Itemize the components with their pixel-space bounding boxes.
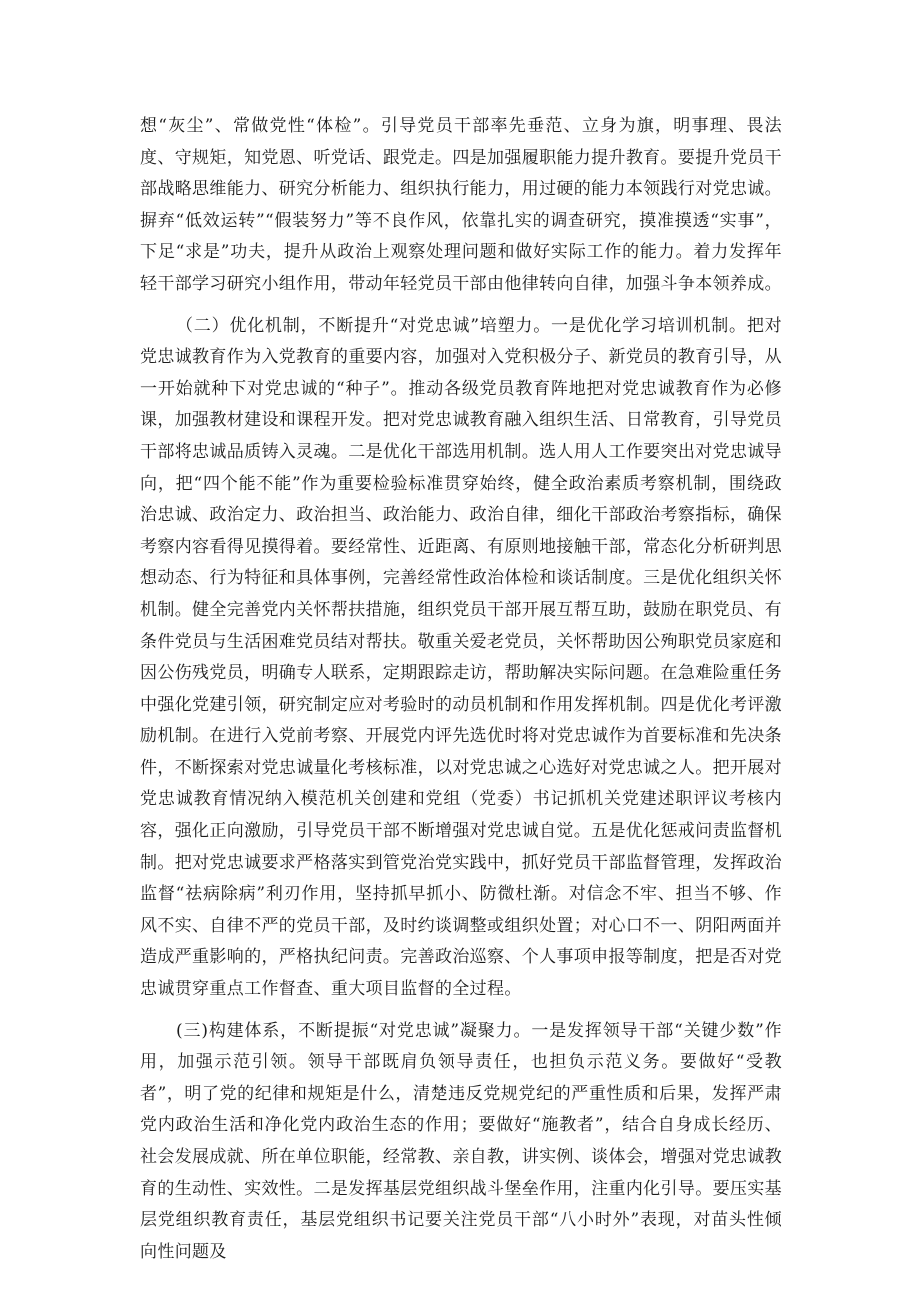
document-body [140, 111, 782, 1268]
paragraph-section-three: (三)构建体系，不断提振“对党忠诚”凝聚力。一是发挥领导干部“关键少数”作用，加强示范引领。领导干部既肩负领导责任，也担负示范义务。要做好“受教者”，明了党的纪律和规矩是什么，清楚违反党规党纪的严重性质和后果，发挥严肃党内政治生活和净化党内政治生态的作用；要做好“施教者”，结合自身成长经历、社会发展成就、所在单位职能，经常教、亲自教，讲实例、谈体会，增强对党忠诚教育的生动性、实效性。二是发挥基层党组织战斗堡垒作用，注重内化引导。要压实基层党组织教育责任，基层党组织书记要关注党员干部“八小时外”表现，对苗头性倾向性问题及 [140, 1020, 782, 1262]
paragraph-continuation: 想“灰尘”、常做党性“体检”。引导党员干部率先垂范、立身为旗，明事理、畏法度、守规矩，知党恩、听党话、跟党走。四是加强履职能力提升教育。要提升党员干部战略思维能力、研究分析能力、组织执行能力，用过硬的能力本领践行对党忠诚。摒弃“低效运转”“假装努力”等不良作风，依靠扎实的调查研究，摸准摸透“实事”，下足“求是”功夫，提升从政治上观察处理问题和做好实际工作的能力。着力发挥年轻干部学习研究小组作用，带动年轻党员干部由他律转向自律，加强斗争本领养成。 [140, 116, 782, 294]
paragraph-section-two: （二）优化机制，不断提升“对党忠诚”培塑力。一是优化学习培训机制。把对党忠诚教育作为入党教育的重要内容，加强对入党积极分子、新党员的教育引导，从一开始就种下对党忠诚的“种子”。推动各级党员教育阵地把对党忠诚教育作为必修课，加强教材建设和课程开发。把对党忠诚教育融入组织生活、日常教育，引导党员干部将忠诚品质铸入灵魂。二是优化干部选用机制。选人用人工作要突出对党忠诚导向，把“四个能不能”作为重要检验标准贯穿始终，健全政治素质考察机制，围绕政治忠诚、政治定力、政治担当、政治能力、政治自律，细化干部政治考察指标，确保考察内容看得见摸得着。要经常性、近距离、有原则地接触干部，常态化分析研判思想动态、行为特征和具体事例，完善经常性政治体检和谈话制度。三是优化组织关怀机制。健全完善党内关怀帮扶措施，组织党员干部开展互帮互助，鼓励在职党员、有条件党员与生活困难党员结对帮扶。敬重关爱老党员，关怀帮助因公殉职党员家庭和因公伤残党员，明确专人联系，定期跟踪走访，帮助解决实际问题。在急难险重任务中强化党建引领，研究制定应对考验时的动员机制和作用发挥机制。四是优化考评激励机制。在进行入党前考察、开展党内评先选优时将对党忠诚作为首要标准和先决条件，不断探索对党忠诚量化考核标准，以对党忠诚之心选好对党忠诚之人。把开展对党忠诚教育情况纳入模范机关创建和党组（党委）书记抓机关党建述职评议考核内容，强化正向激励，引导党员干部不断增强对党忠诚自觉。五是优化惩戒问责监督机制。把对党忠诚要求严格落实到管党治党实践中，抓好党员干部监督管理，发挥政治监督“祛病除病”利刃作用，坚持抓早抓小、防微杜渐。对信念不牢、担当不够、作风不实、自律不严的党员干部，及时约谈调整或组织处置；对心口不一、阴阳两面并造成严重影响的，严格执纪问责。完善政治巡察、个人事项申报等制度，把是否对党忠诚贯穿重点工作督查、重大项目监督的全过程。 [140, 315, 782, 1000]
